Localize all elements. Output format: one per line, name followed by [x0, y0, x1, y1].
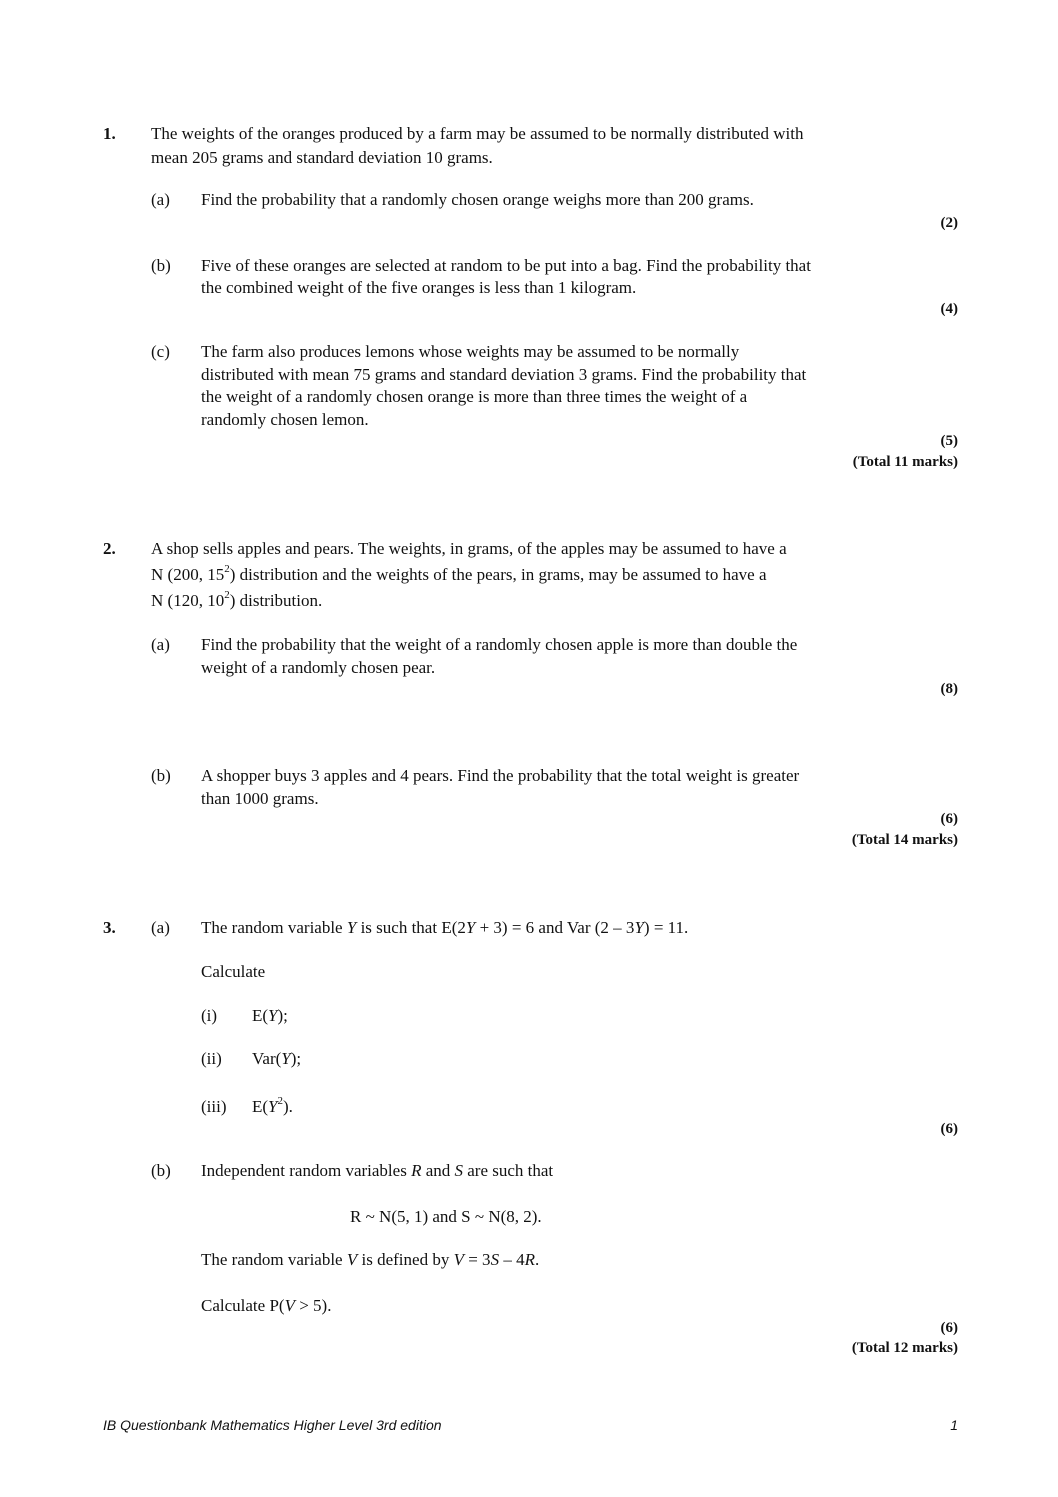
question-3a-text: The random variable Y is such that E(2Y + 3) = 6 and Var (2 – 3Y) = 11. — [201, 918, 689, 937]
question-2-total-marks: (Total 14 marks) — [851, 832, 958, 848]
question-2a-text-line-2: weight of a randomly chosen pear. — [201, 658, 436, 677]
question-2-stem-line-1: A shop sells apples and pears. The weights, in grams, of the apples may be assumed to have a — [151, 539, 787, 558]
question-2a-marks: (8) — [940, 681, 958, 697]
question-3a-ii-text: Var(Y); — [252, 1049, 302, 1068]
question-2a-label: (a) — [151, 635, 170, 654]
question-1c-text-line-3: the weight of a randomly chosen orange is more than three times the weight of a — [201, 387, 748, 406]
question-1c-marks: (5) — [940, 433, 958, 449]
footer-title: IB Questionbank Mathematics Higher Level 3rd edition — [103, 1417, 442, 1433]
question-1b-marks: (4) — [940, 301, 958, 317]
question-3a-calculate: Calculate — [201, 962, 266, 981]
question-1c-label: (c) — [151, 342, 170, 361]
question-3a-iii-text: $E(Y^2)$. — [252, 1095, 293, 1116]
question-3b-calculate: Calculate P(V > 5). — [201, 1296, 332, 1315]
question-2-number: 2. — [103, 539, 116, 558]
question-1-stem-line-1: The weights of the oranges produced by a farm may be assumed to be normally distributed with — [151, 124, 804, 143]
question-3a-label: (a) — [151, 918, 170, 937]
question-1-total-marks: (Total 11 marks) — [852, 454, 958, 470]
question-1a-text: Find the probability that a randomly chosen orange weighs more than 200 grams. — [201, 190, 754, 209]
question-2b-text-line-2: than 1000 grams. — [201, 789, 319, 808]
question-3a-i-label: (i) — [201, 1006, 218, 1025]
question-1c-text-line-4: randomly chosen lemon. — [201, 410, 369, 429]
question-1-stem-line-2: mean 205 grams and standard deviation 10 grams. — [151, 148, 493, 167]
question-3a-ii-label: (ii) — [201, 1049, 222, 1068]
question-3b-distributions: R ~ N(5, 1) and S ~ N(8, 2). — [350, 1207, 542, 1226]
question-3a-marks: (6) — [940, 1121, 958, 1137]
question-3-number: 3. — [103, 918, 116, 937]
question-3b-label: (b) — [151, 1161, 171, 1180]
question-2-stem-line-2: N (200, $15^2$) distribution and the weights of the pears, in grams, may be assumed to have a — [151, 563, 767, 584]
question-2b-text-line-1: A shopper buys 3 apples and 4 pears. Find the probability that the total weight is greater — [201, 766, 800, 785]
question-1-number: 1. — [103, 124, 116, 143]
question-1a-marks: (2) — [940, 215, 958, 231]
footer-page-number: 1 — [950, 1417, 958, 1433]
question-3-total-marks: (Total 12 marks) — [851, 1340, 958, 1356]
question-3a-i-text: E(Y); — [252, 1006, 288, 1025]
question-1b-text-line-1: Five of these oranges are selected at random to be put into a bag. Find the probability that — [201, 256, 811, 275]
question-1a-label: (a) — [151, 190, 170, 209]
question-3a-iii-label: (iii) — [201, 1097, 227, 1116]
question-1c-text-line-2: distributed with mean 75 grams and standard deviation 3 grams. Find the probability that — [201, 365, 807, 384]
question-3b-intro: Independent random variables R and S are such that — [201, 1161, 554, 1180]
question-1b-label: (b) — [151, 256, 171, 275]
question-2-stem-line-3: N (120, $10^2$) distribution. — [151, 589, 323, 610]
question-1c-text-line-1: The farm also produces lemons whose weights may be assumed to be normally — [201, 342, 740, 361]
question-2b-marks: (6) — [940, 811, 958, 827]
question-1b-text-line-2: the combined weight of the five oranges is less than 1 kilogram. — [201, 278, 637, 297]
question-3b-marks: (6) — [940, 1320, 958, 1336]
question-2b-label: (b) — [151, 766, 171, 785]
question-3b-definition: The random variable V is defined by V = 3S – 4R. — [201, 1250, 540, 1269]
question-2a-text-line-1: Find the probability that the weight of a randomly chosen apple is more than double the — [201, 635, 798, 654]
